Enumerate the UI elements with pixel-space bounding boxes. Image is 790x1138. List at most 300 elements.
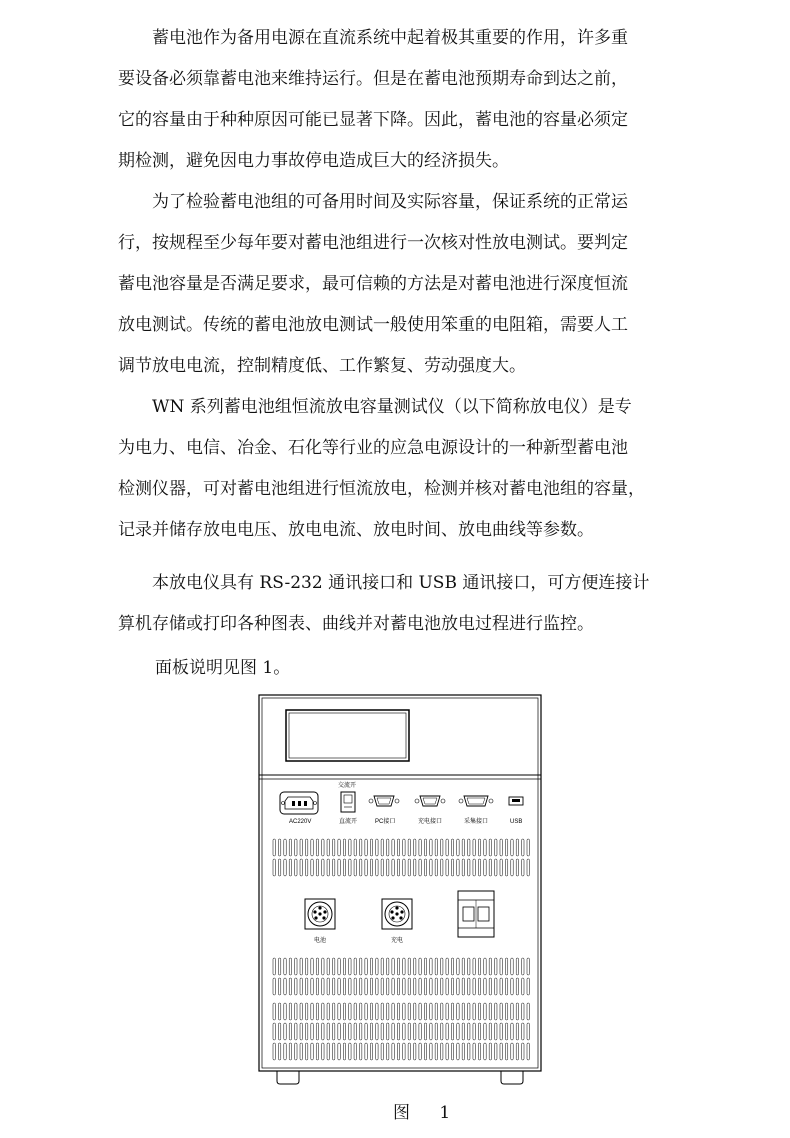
vent-slot — [316, 839, 318, 856]
vent-slot — [349, 1023, 351, 1040]
vent-slot — [386, 1023, 388, 1040]
vent-slot — [441, 839, 443, 856]
vent-slot — [522, 859, 524, 876]
vent-slot — [451, 859, 453, 876]
vent-slot — [468, 1023, 470, 1040]
vent-slot — [359, 978, 361, 995]
vent-slot — [311, 1023, 313, 1040]
vent-slot — [349, 958, 351, 975]
vent-slot — [376, 1043, 378, 1060]
vent-slot — [316, 859, 318, 876]
vent-slot — [451, 958, 453, 975]
vent-slot — [381, 978, 383, 995]
battery-label: 电池 — [314, 938, 327, 944]
vent-slot — [327, 1043, 329, 1060]
vent-slot — [527, 839, 529, 856]
vent-slot — [489, 859, 491, 876]
vent-slot — [289, 839, 291, 856]
vent-slot — [386, 859, 388, 876]
vent-slot — [338, 958, 340, 975]
vent-slot — [295, 1003, 297, 1020]
vent-slot — [332, 1003, 334, 1020]
vent-slot — [316, 1043, 318, 1060]
vent-slot — [300, 839, 302, 856]
vent-slot — [365, 859, 367, 876]
vent-slot — [408, 978, 410, 995]
vent-slot — [408, 859, 410, 876]
vent-slot — [435, 1023, 437, 1040]
vent-slot — [397, 1003, 399, 1020]
vent-slot — [305, 1023, 307, 1040]
vent-slot — [468, 958, 470, 975]
vent-slot — [365, 839, 367, 856]
vent-slot — [478, 1003, 480, 1020]
vent-slot — [343, 859, 345, 876]
vent-slot — [381, 958, 383, 975]
vent-slot — [478, 1023, 480, 1040]
vent-slot — [295, 958, 297, 975]
vent-slot — [311, 978, 313, 995]
vent-slot — [370, 859, 372, 876]
paragraph-2 — [118, 182, 678, 387]
vent-slot — [435, 1043, 437, 1060]
vent-slot — [484, 1023, 486, 1040]
vent-slot — [284, 859, 286, 876]
dc-switch — [341, 792, 355, 812]
vent-slot — [419, 978, 421, 995]
vent-slot — [403, 958, 405, 975]
vent-slot — [295, 1043, 297, 1060]
vent-slot — [527, 1003, 529, 1020]
text-line: 检测仪器，可对蓄电池组进行恒流放电，检测并核对蓄电池组的容量， — [118, 479, 645, 499]
vent-slot — [489, 1043, 491, 1060]
vent-slot — [327, 958, 329, 975]
vent-slot — [527, 1043, 529, 1060]
vent-slot — [295, 839, 297, 856]
vent-slot — [505, 978, 507, 995]
vent-slot — [435, 978, 437, 995]
vent-slot — [392, 978, 394, 995]
vent-slot — [311, 1003, 313, 1020]
vent-slot — [478, 1043, 480, 1060]
text-line: 蓄电池作为备用电源在直流系统中起着极其重要的作用，许多重 — [118, 28, 628, 48]
right-foot — [501, 1071, 523, 1084]
vent-slot — [305, 978, 307, 995]
vent-slot — [500, 1003, 502, 1020]
vent-slot — [397, 859, 399, 876]
vent-slot — [338, 839, 340, 856]
vent-slot — [349, 839, 351, 856]
vent-slot — [365, 1003, 367, 1020]
paragraph-3 — [118, 387, 678, 551]
text-line: 放电测试。传统的蓄电池放电测试一般使用笨重的电阻箱，需要人工 — [118, 315, 628, 335]
vent-slot — [316, 1023, 318, 1040]
vent-slot — [495, 1003, 497, 1020]
vent-slot — [462, 978, 464, 995]
vent-slot — [511, 859, 513, 876]
vent-slot — [462, 958, 464, 975]
battery-connector — [305, 899, 335, 929]
vent-slot — [381, 859, 383, 876]
vent-slot — [289, 978, 291, 995]
circuit-breaker — [458, 891, 494, 937]
vent-slot — [511, 1023, 513, 1040]
vent-slot — [446, 1023, 448, 1040]
vent-slot — [408, 1003, 410, 1020]
vent-slot — [365, 958, 367, 975]
vent-slot — [376, 839, 378, 856]
vent-slot — [495, 859, 497, 876]
text-line: 为电力、电信、冶金、石化等行业的应急电源设计的一种新型蓄电池 — [118, 438, 628, 458]
vent-slot — [403, 978, 405, 995]
vent-slot — [289, 1023, 291, 1040]
vent-slot — [527, 1023, 529, 1040]
vent-slot — [500, 978, 502, 995]
vent-slot — [408, 1043, 410, 1060]
vent-slot — [305, 1003, 307, 1020]
vent-slot — [300, 1043, 302, 1060]
vent-slot — [289, 1043, 291, 1060]
text-line: 要设备必须靠蓄电池来维持运行。但是在蓄电池预期寿命到达之前， — [118, 69, 628, 89]
vent-slot — [527, 958, 529, 975]
vent-slot — [386, 978, 388, 995]
vent-slot — [332, 859, 334, 876]
vent-slot — [522, 958, 524, 975]
vent-slot — [327, 1023, 329, 1040]
vent-slot — [332, 958, 334, 975]
vent-slot — [273, 1043, 275, 1060]
vent-slot — [478, 978, 480, 995]
vent-slot — [311, 859, 313, 876]
vent-slot — [305, 958, 307, 975]
vent-slot — [468, 1043, 470, 1060]
panel-caption: 面板说明见图 1。 — [155, 658, 291, 678]
vent-slot — [424, 978, 426, 995]
vent-slot — [511, 978, 513, 995]
vent-slot — [408, 839, 410, 856]
vent-slot — [511, 1043, 513, 1060]
vent-slot — [495, 1043, 497, 1060]
vent-slot — [424, 1043, 426, 1060]
vent-slot — [430, 958, 432, 975]
vent-slot — [343, 1003, 345, 1020]
text-line: 行，按规程至少每年要对蓄电池组进行一次核对性放电测试。要判定 — [118, 233, 628, 253]
vent-slot — [284, 1003, 286, 1020]
vent-slot — [527, 978, 529, 995]
vent-slot — [516, 978, 518, 995]
vent-slot — [500, 958, 502, 975]
vent-slot — [419, 859, 421, 876]
vent-slot — [278, 1023, 280, 1040]
collect-port-connector — [459, 796, 493, 806]
vent-slot — [522, 978, 524, 995]
vent-slot — [338, 859, 340, 876]
display-screen-inner — [289, 713, 406, 758]
vent-slot — [316, 958, 318, 975]
paragraph-4 — [118, 563, 678, 645]
vent-slot — [278, 958, 280, 975]
vent-slot — [273, 1003, 275, 1020]
vent-slot — [495, 839, 497, 856]
pc-port-connector — [369, 796, 399, 806]
vent-slot — [305, 1043, 307, 1060]
vent-slot — [505, 839, 507, 856]
vent-slot — [414, 839, 416, 856]
vent-slot — [457, 978, 459, 995]
vent-slot — [381, 839, 383, 856]
vent-slot — [441, 978, 443, 995]
vent-slot — [419, 1003, 421, 1020]
ac-switch-label: 交流开 — [338, 783, 357, 789]
vent-slots-upper — [273, 839, 529, 876]
vent-slot — [430, 978, 432, 995]
vent-slot — [343, 1043, 345, 1060]
vent-slot — [408, 1023, 410, 1040]
vent-slot — [386, 1003, 388, 1020]
vent-slot — [370, 978, 372, 995]
vent-slot — [484, 1003, 486, 1020]
vent-slot — [441, 859, 443, 876]
vent-slot — [327, 859, 329, 876]
vent-slot — [322, 1043, 324, 1060]
vent-slot — [392, 859, 394, 876]
vent-slot — [446, 1003, 448, 1020]
vent-slots-lower — [273, 958, 529, 1060]
vent-slot — [300, 1003, 302, 1020]
vent-slot — [505, 1043, 507, 1060]
vent-slot — [354, 978, 356, 995]
vent-slot — [359, 1003, 361, 1020]
vent-slot — [446, 859, 448, 876]
vent-slot — [414, 978, 416, 995]
vent-slot — [284, 1023, 286, 1040]
vent-slot — [284, 1043, 286, 1060]
vent-slot — [359, 1043, 361, 1060]
vent-slot — [424, 1003, 426, 1020]
vent-slot — [516, 859, 518, 876]
vent-slot — [478, 958, 480, 975]
vent-slot — [522, 1023, 524, 1040]
charger-connector — [382, 899, 412, 929]
vent-slot — [522, 839, 524, 856]
vent-slot — [311, 958, 313, 975]
vent-slot — [511, 1003, 513, 1020]
paragraph-1 — [118, 18, 678, 182]
vent-slot — [414, 958, 416, 975]
vent-slot — [332, 839, 334, 856]
text-line: 它的容量由于种种原因可能已显著下降。因此，蓄电池的容量必须定 — [118, 110, 628, 130]
vent-slot — [446, 1043, 448, 1060]
vent-slot — [392, 958, 394, 975]
vent-slot — [397, 839, 399, 856]
vent-slot — [311, 839, 313, 856]
vent-slot — [349, 859, 351, 876]
vent-slot — [403, 1043, 405, 1060]
vent-slot — [278, 1003, 280, 1020]
vent-slot — [354, 1023, 356, 1040]
vent-slot — [300, 1023, 302, 1040]
vent-slot — [392, 1043, 394, 1060]
vent-slot — [414, 1003, 416, 1020]
vent-slot — [468, 978, 470, 995]
vent-slot — [397, 1043, 399, 1060]
vent-slot — [489, 978, 491, 995]
vent-slot — [505, 958, 507, 975]
vent-slot — [516, 1003, 518, 1020]
vent-slot — [446, 839, 448, 856]
vent-slot — [316, 978, 318, 995]
vent-slot — [278, 978, 280, 995]
vent-slot — [365, 1023, 367, 1040]
vent-slot — [451, 1043, 453, 1060]
vent-slot — [489, 839, 491, 856]
vent-slot — [278, 1043, 280, 1060]
vent-slot — [386, 958, 388, 975]
vent-slot — [359, 839, 361, 856]
vent-slot — [376, 859, 378, 876]
vent-slot — [343, 958, 345, 975]
vent-slot — [500, 859, 502, 876]
vent-slot — [349, 978, 351, 995]
vent-slot — [349, 1003, 351, 1020]
vent-slot — [354, 859, 356, 876]
vent-slot — [489, 958, 491, 975]
text-line: 算机存储或打印各种图表、曲线并对蓄电池放电过程进行监控。 — [118, 614, 594, 634]
vent-slot — [478, 839, 480, 856]
vent-slot — [327, 978, 329, 995]
vent-slot — [370, 1003, 372, 1020]
vent-slot — [462, 859, 464, 876]
vent-slot — [386, 1043, 388, 1060]
vent-slot — [473, 839, 475, 856]
vent-slot — [451, 1003, 453, 1020]
vent-slot — [343, 978, 345, 995]
vent-slot — [489, 1023, 491, 1040]
vent-slot — [473, 1023, 475, 1040]
vent-slot — [381, 1043, 383, 1060]
vent-slot — [403, 839, 405, 856]
vent-slot — [343, 1023, 345, 1040]
vent-slot — [505, 1023, 507, 1040]
vent-slot — [300, 958, 302, 975]
text-line: 本放电仪具有 RS-232 通讯接口和 USB 通讯接口，可方便连接计 — [118, 573, 650, 593]
left-foot — [277, 1071, 299, 1084]
vent-slot — [354, 839, 356, 856]
vent-slot — [462, 839, 464, 856]
vent-slot — [500, 839, 502, 856]
cabinet-outline — [259, 695, 541, 1071]
vent-slot — [478, 859, 480, 876]
vent-slot — [392, 1023, 394, 1040]
vent-slot — [343, 839, 345, 856]
vent-slot — [414, 1043, 416, 1060]
vent-slot — [338, 1003, 340, 1020]
vent-slot — [484, 839, 486, 856]
pc-port-label: PC接口 — [375, 819, 396, 825]
figure-caption: 图 1 — [393, 1103, 463, 1123]
vent-slot — [403, 1023, 405, 1040]
vent-slot — [316, 1003, 318, 1020]
vent-slot — [332, 1023, 334, 1040]
vent-slot — [430, 839, 432, 856]
vent-slot — [457, 1043, 459, 1060]
vent-slot — [322, 859, 324, 876]
text-line: 期检测，避免因电力事故停电造成巨大的经济损失。 — [118, 151, 509, 171]
vent-slot — [473, 1043, 475, 1060]
vent-slot — [403, 1003, 405, 1020]
vent-slot — [359, 1023, 361, 1040]
vent-slot — [516, 1023, 518, 1040]
vent-slot — [419, 839, 421, 856]
vent-slot — [462, 1043, 464, 1060]
vent-slot — [419, 1023, 421, 1040]
vent-slot — [376, 1023, 378, 1040]
vent-slot — [462, 1003, 464, 1020]
vent-slot — [273, 859, 275, 876]
vent-slot — [473, 958, 475, 975]
vent-slot — [370, 958, 372, 975]
vent-slot — [370, 1043, 372, 1060]
vent-slot — [322, 1023, 324, 1040]
vent-slot — [435, 839, 437, 856]
vent-slot — [495, 1023, 497, 1040]
vent-slot — [424, 839, 426, 856]
vent-slot — [468, 839, 470, 856]
text-line: WN 系列蓄电池组恒流放电容量测试仪（以下简称放电仪）是专 — [118, 397, 632, 417]
vent-slot — [457, 859, 459, 876]
vent-slot — [327, 1003, 329, 1020]
vent-slot — [295, 859, 297, 876]
display-screen — [286, 710, 409, 761]
vent-slot — [273, 839, 275, 856]
vent-slot — [327, 839, 329, 856]
vent-slot — [527, 859, 529, 876]
vent-slot — [462, 1023, 464, 1040]
vent-slot — [295, 1023, 297, 1040]
vent-slot — [305, 839, 307, 856]
vent-slot — [457, 1023, 459, 1040]
vent-slot — [381, 1003, 383, 1020]
vent-slot — [311, 1043, 313, 1060]
text-line: 记录并储存放电电压、放电电流、放电时间、放电曲线等参数。 — [118, 520, 594, 540]
vent-slot — [430, 859, 432, 876]
vent-slot — [500, 1023, 502, 1040]
vent-slot — [322, 839, 324, 856]
vent-slot — [441, 958, 443, 975]
vent-slot — [435, 859, 437, 876]
charge-port-label: 充电接口 — [418, 819, 443, 825]
vent-slot — [473, 1003, 475, 1020]
vent-slot — [441, 1043, 443, 1060]
vent-slot — [300, 859, 302, 876]
vent-slot — [489, 1003, 491, 1020]
vent-slot — [424, 1023, 426, 1040]
vent-slot — [332, 978, 334, 995]
usb-label: USB — [510, 819, 523, 825]
vent-slot — [376, 1003, 378, 1020]
vent-slot — [473, 859, 475, 876]
vent-slot — [414, 859, 416, 876]
vent-slot — [451, 839, 453, 856]
vent-slot — [284, 958, 286, 975]
vent-slot — [430, 1023, 432, 1040]
vent-slot — [295, 978, 297, 995]
vent-slot — [278, 839, 280, 856]
vent-slot — [511, 839, 513, 856]
vent-slot — [338, 1043, 340, 1060]
vent-slot — [430, 1043, 432, 1060]
vent-slot — [495, 958, 497, 975]
